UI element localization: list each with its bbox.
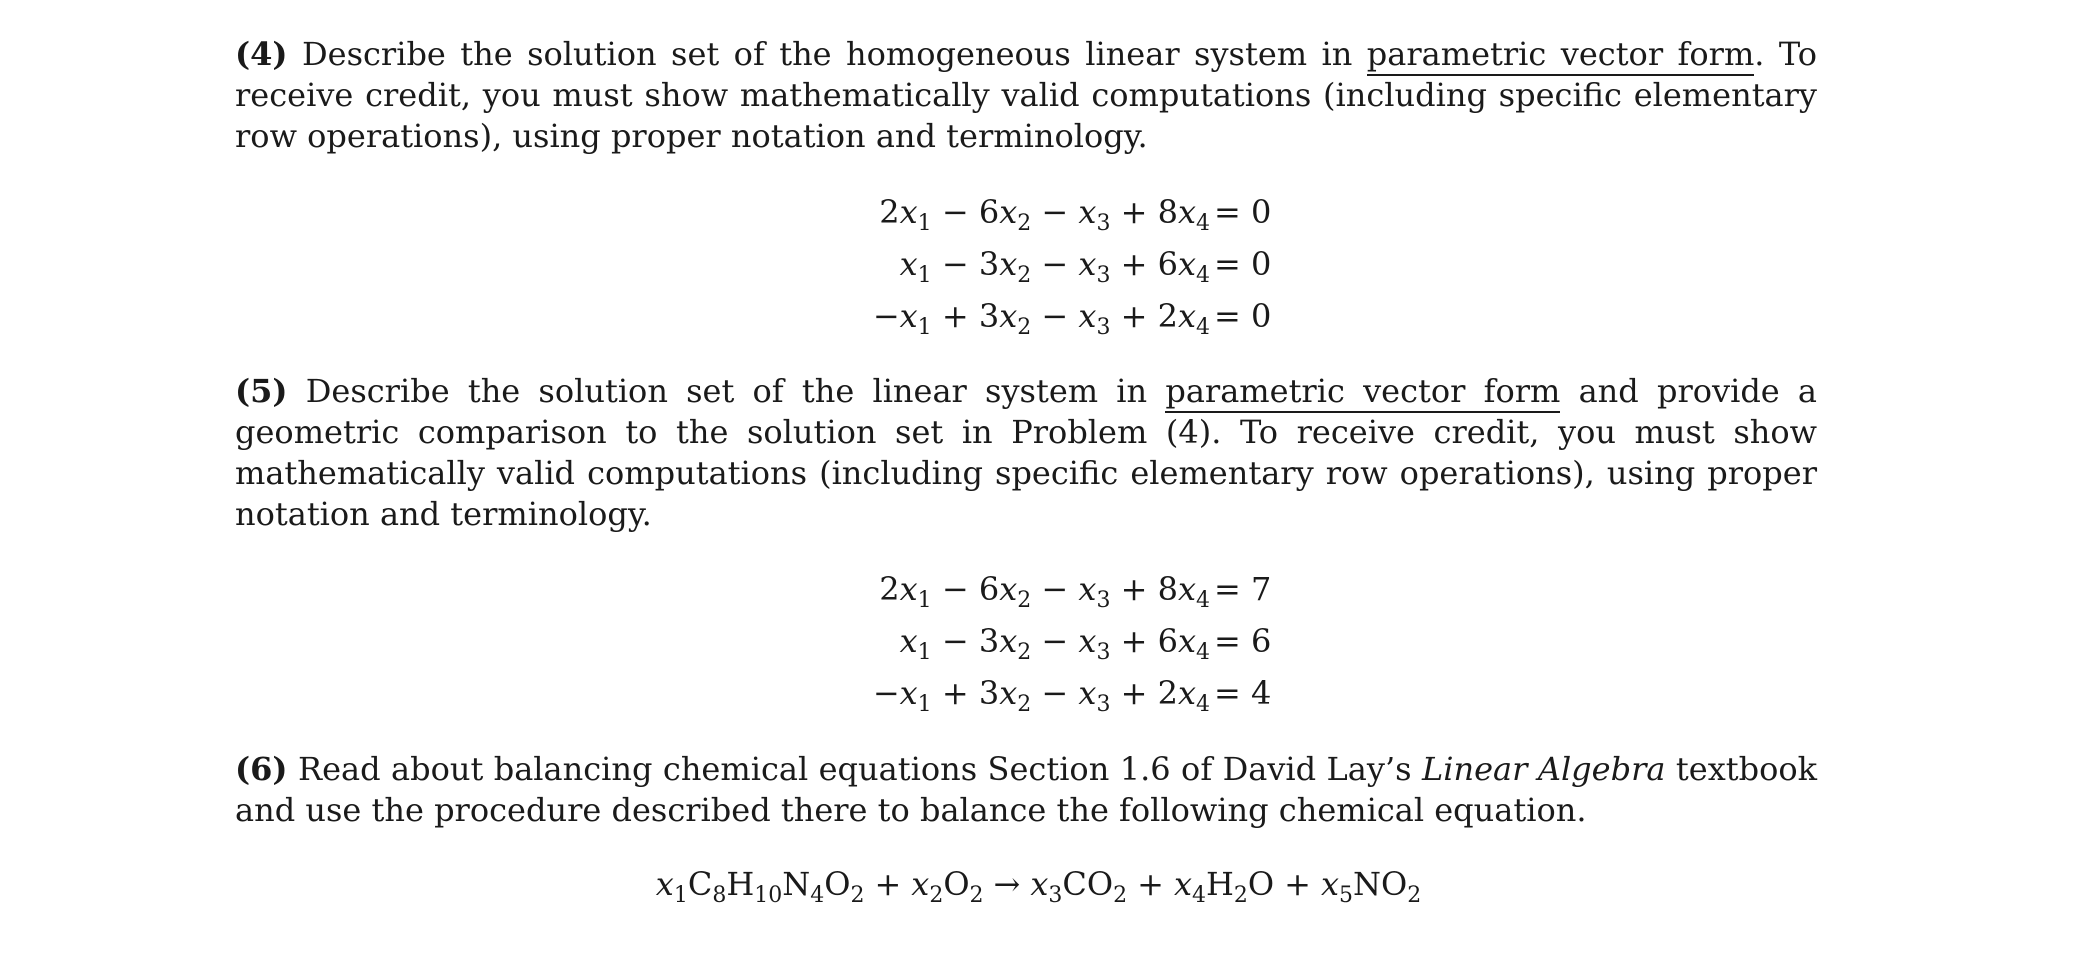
equation-lhs: $2x_1 - 6x_2 - x_3 + 8x_4$ — [879, 193, 1210, 236]
equation-lhs: $-x_1 + 3x_2 - x_3 + 2x_4$ — [872, 297, 1210, 340]
problem-4-text-after: . To receive credit, you must show mathematically valid computations (including specific elementary row operations), using proper notation and terminology. — [235, 35, 1818, 155]
problem-6-text-after: textbook and use the procedure described there to balance the following chemical equation. — [235, 750, 1818, 829]
problem-5-number: (5) — [235, 372, 288, 410]
problem-5-underlined-term: parametric vector form — [1165, 372, 1560, 413]
equation-lhs: $x_1 - 3x_2 - x_3 + 6x_4$ — [899, 622, 1210, 665]
equation-rhs: = 6 — [1214, 622, 1272, 660]
problem-4-text — [235, 34, 1817, 157]
equation-lhs: $2x_1 - 6x_2 - x_3 + 8x_4$ — [879, 570, 1210, 613]
equation-rhs: = 0 — [1214, 193, 1272, 231]
equation-lhs: $x_1 - 3x_2 - x_3 + 6x_4$ — [899, 245, 1210, 288]
problem-5-text — [235, 371, 1817, 535]
problem-4-text-before: Describe the solution set of the homogeneous linear system in — [287, 35, 1367, 73]
equation-lhs: $-x_1 + 3x_2 - x_3 + 2x_4$ — [872, 674, 1210, 717]
equation-row — [780, 563, 1300, 615]
problem-4-underlined-term: parametric vector form — [1367, 35, 1755, 76]
textbook-title: Linear Algebra — [1422, 750, 1666, 788]
problem-4-number: (4) — [235, 35, 288, 73]
problem-4-system — [780, 186, 1300, 342]
equation-rhs: = 0 — [1214, 245, 1272, 283]
problem-5-text-before: Describe the solution set of the linear system in — [287, 372, 1166, 410]
problem-6-number: (6) — [235, 750, 288, 788]
equation-rhs: = 0 — [1214, 297, 1272, 335]
problem-6-text — [235, 749, 1817, 831]
equation-row — [780, 290, 1300, 342]
equation-row — [780, 615, 1300, 667]
problem-6-text-before: Read about balancing chemical equations Section 1.6 of David Lay’s — [287, 750, 1422, 788]
equation-row — [780, 186, 1300, 238]
equation-row — [780, 667, 1300, 719]
equation-rhs: = 4 — [1214, 674, 1272, 712]
chemical-equation: $x_1C_8H_{10}N_4O_2 + x_2O_2 \to x_3CO_2 + x_4H_2O + x_5NO_2$ — [655, 865, 1422, 908]
equation-row — [780, 238, 1300, 290]
problem-5-system — [780, 563, 1300, 719]
equation-rhs: = 7 — [1214, 570, 1272, 608]
problem-5-text-after: and provide a geometric comparison to the solution set in Problem (4). To receive credit, you must show mathematically valid computations (including specific elementary row operations), using proper notation and terminology. — [235, 372, 1818, 533]
